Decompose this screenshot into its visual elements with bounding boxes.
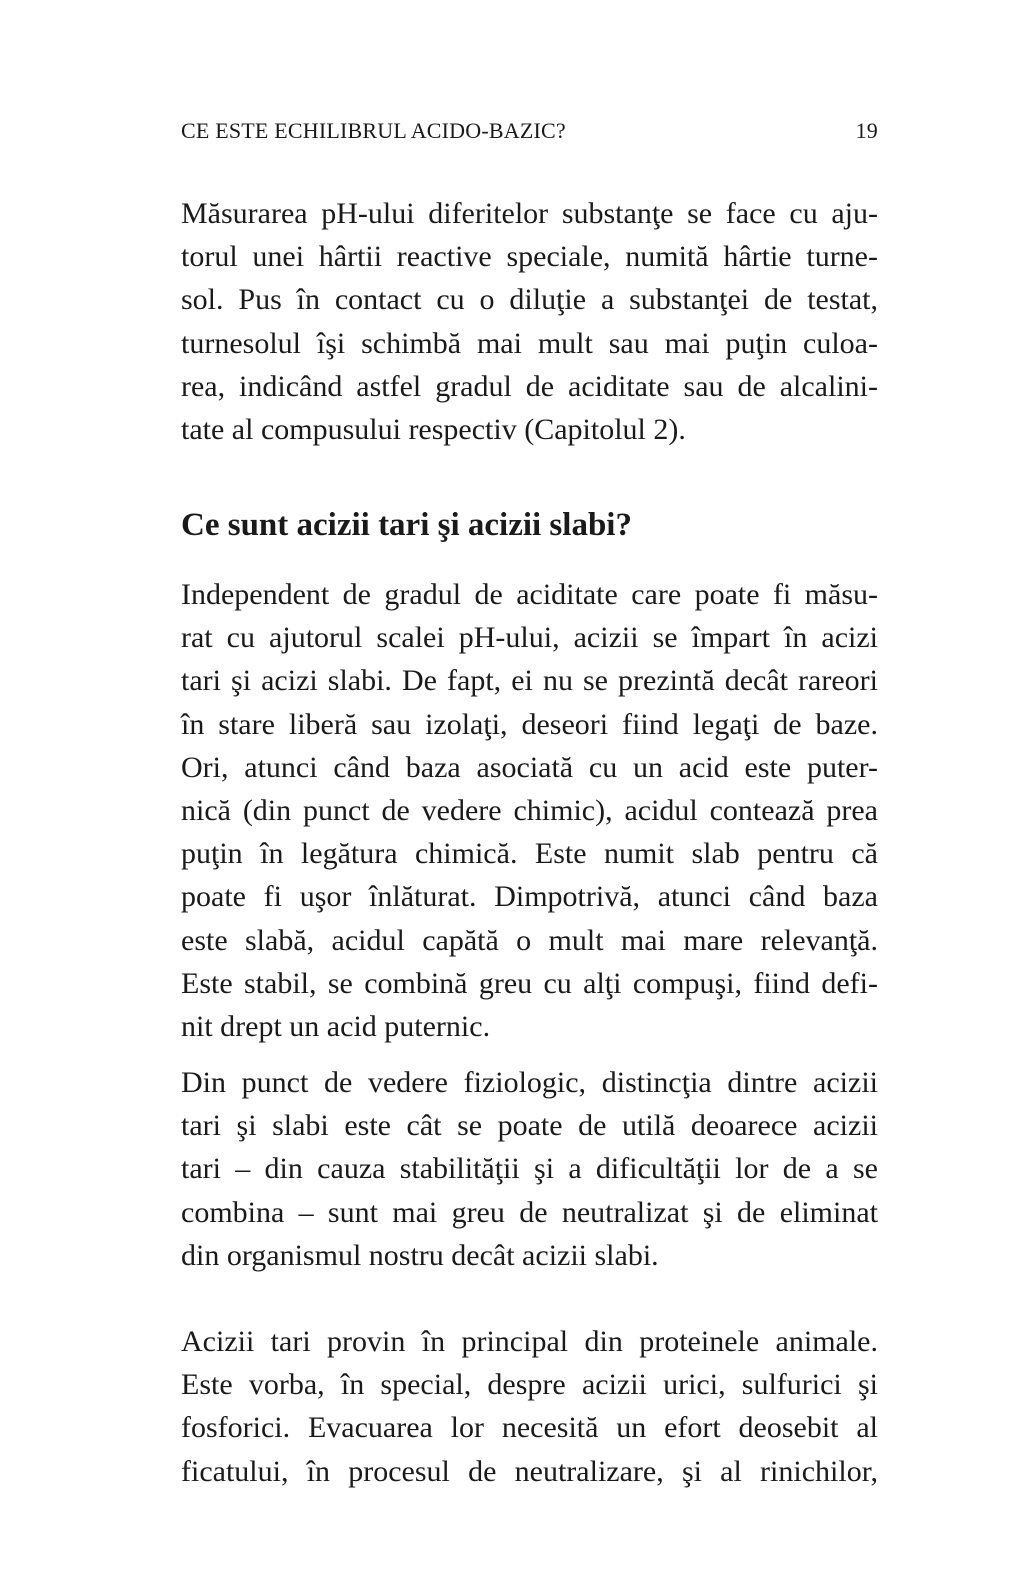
text-line: nică (din punct de vedere chimic), acidul contează prea xyxy=(181,793,878,827)
paragraph-strong-acid-sources xyxy=(181,1320,878,1493)
text-line: sol. Pus în contact cu o diluţie a substanţei de testat, xyxy=(181,283,878,317)
text-line: nit drept un acid puternic. xyxy=(181,1009,491,1043)
paragraph-ph-measurement xyxy=(181,192,878,451)
text-line: turnesolul îşi schimbă mai mult sau mai puţin culoa- xyxy=(181,326,878,360)
text-line: Este vorba, în special, despre acizii urici, sulfurici şi xyxy=(181,1368,878,1402)
text-line: din organismul nostru decât acizii slabi. xyxy=(181,1238,659,1272)
text-line: în stare liberă sau izolaţi, deseori fiind legaţi de baze. xyxy=(181,707,878,741)
text-line: torul unei hârtii reactive speciale, numită hârtie turne- xyxy=(181,240,878,274)
page-number: 19 xyxy=(855,118,878,143)
text-line: este slabă, acidul capătă o mult mai mare relevanţă. xyxy=(181,923,878,957)
text-line: tari – din cauza stabilităţii şi a dificultăţii lor de a se xyxy=(181,1152,878,1186)
text-line: puţin în legătura chimică. Este numit slab pentru că xyxy=(181,837,878,871)
book-page xyxy=(181,0,878,1575)
text-line: Din punct de vedere fiziologic, distincţia dintre acizii xyxy=(181,1066,878,1099)
text-line: rat cu ajutorul scalei pH-ului, acizii se împart în acizi xyxy=(181,621,878,655)
text-line: tari şi slabi este cât se poate de utilă deoarece acizii xyxy=(181,1109,878,1143)
paragraph-physiological xyxy=(181,1061,878,1277)
text-line: rea, indicând astfel gradul de aciditate sau de alcalini- xyxy=(181,369,878,403)
text-line: Acizii tari provin în principal din proteinele animale. xyxy=(181,1325,878,1358)
text-line: tate al compusului respectiv (Capitolul 2). xyxy=(181,412,686,446)
text-line: Măsurarea pH-ului diferitelor substanţe se face cu aju- xyxy=(181,197,878,230)
running-title: CE ESTE ECHILIBRUL ACIDO-BAZIC? xyxy=(181,118,566,143)
text-line: ficatului, în procesul de neutralizare, şi al rinichilor, xyxy=(181,1454,878,1488)
section-heading: Ce sunt acizii tari şi acizii slabi? xyxy=(181,507,632,543)
text-line: tari şi acizi slabi. De fapt, ei nu se prezintă decât rareori xyxy=(181,664,878,698)
text-line: poate fi uşor înlăturat. Dimpotrivă, atunci când baza xyxy=(181,880,878,914)
paragraph-strong-weak-acids xyxy=(181,573,878,1048)
text-line: Independent de gradul de aciditate care poate fi măsu- xyxy=(181,578,878,611)
running-header xyxy=(181,118,878,152)
text-line: fosforici. Evacuarea lor necesită un efort deosebit al xyxy=(181,1411,878,1445)
text-line: combina – sunt mai greu de neutralizat şi de eliminat xyxy=(181,1195,878,1229)
text-line: Ori, atunci când baza asociată cu un acid este puter- xyxy=(181,750,878,784)
text-line: Este stabil, se combină greu cu alţi compuşi, fiind defi- xyxy=(181,966,878,1000)
